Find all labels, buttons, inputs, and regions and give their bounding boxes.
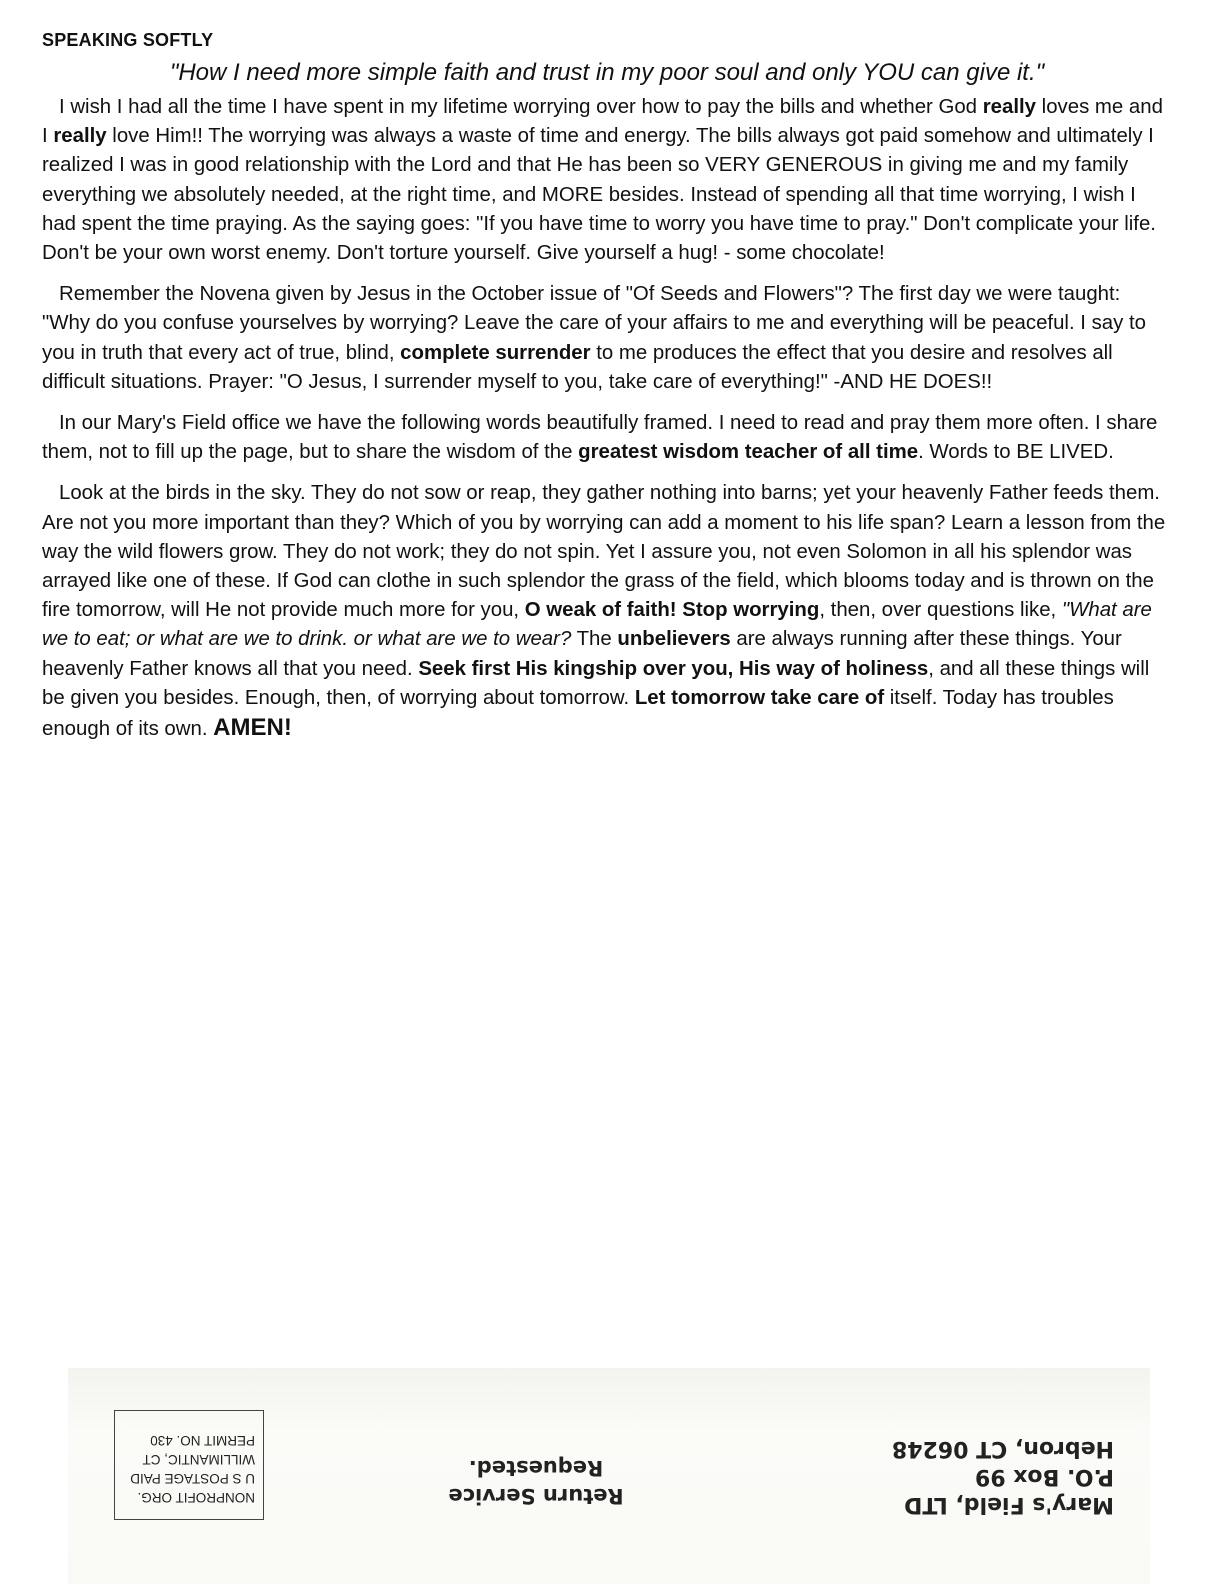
bold-text: Seek first His kingship over you, His way of holiness bbox=[418, 657, 929, 680]
pull-quote: "How I need more simple faith and trust in my poor soul and only YOU can give it." bbox=[169, 59, 1045, 86]
italic-text: "What are we to eat; or what are we to drink. or what are we to wear? bbox=[42, 599, 1152, 651]
paragraph bbox=[42, 280, 1172, 397]
permit-line: NONPROFIT ORG. bbox=[137, 1490, 255, 1505]
bold-text: really bbox=[982, 96, 1036, 118]
bold-text: complete surrender bbox=[400, 341, 591, 364]
body-text: In our Mary's Field office we have the following words beautifully framed. I need to read and pray them more often. I share them, not to fill up the page, but to share the wisdom of the bbox=[42, 412, 1158, 464]
return-line: Return Service bbox=[448, 1484, 624, 1508]
body-text: love Him!! The worrying was always a waste of time and energy. The bills always got paid somehow and ultimately I realized I was in good relationship with the Lord and that He has been so VERY GENEROUS in giving me and my family everything we absolutely needed, at the right time, and MORE besides. Instead of spending all that time worrying, I wish I had spent the time praying. As the saying goes: "If you have time to worry you have time to pray." Don't complicate your life. Don't be your own worst enemy. Don't torture yourself. Give yourself a hug! - some chocolate! bbox=[42, 125, 1156, 265]
bold-text: O weak of faith! Stop worrying bbox=[524, 599, 820, 622]
body-text: , then, over questions like, bbox=[819, 599, 1062, 622]
postage-permit-box bbox=[114, 1410, 264, 1520]
body-text: . Words to BE LIVED. bbox=[918, 441, 1114, 464]
bold-text: unbelievers bbox=[617, 628, 731, 651]
bold-text: Let tomorrow take care of bbox=[634, 686, 885, 709]
article bbox=[42, 30, 1172, 756]
bold-text: really bbox=[53, 125, 107, 148]
mailing-panel bbox=[68, 1368, 1150, 1584]
paragraph bbox=[42, 409, 1172, 467]
bold-text: greatest wisdom teacher of all time bbox=[578, 441, 919, 464]
address-line: Hebron, CT 06248 bbox=[891, 1436, 1114, 1461]
body-text: Remember the Novena given by Jesus in the October issue of "Of Seeds and Flowers"? The first day we were taught: "Why do you confuse yourselves by worrying? Leave the care of your affairs to me and everything will be peaceful. I say to you in truth that every act of true, blind, bbox=[42, 283, 1147, 364]
body-text: loves me and I bbox=[42, 96, 1163, 148]
body-text: Look at the birds in the sky. They do not sow or reap, they gather nothing into barns; yet your heavenly Father feeds them. Are not you more important than they? Which of you by worrying can add a moment to his life span? Learn a lesson from the way the wild flowers grow. They do not work; they do not spin. Yet I assure you, not even Solomon in all his splendor was arrayed like one of these. If God can clothe in such splendor the grass of the field, which blooms today and is thrown on the fire tomorrow, will He not provide much more for you, bbox=[42, 482, 1166, 622]
return-line: Requested. bbox=[468, 1456, 604, 1480]
body-text: to me produces the effect that you desire and resolves all difficult situations. Prayer: "O Jesus, I surrender myself to you, take care of everything!" -AND HE DOES!! bbox=[42, 341, 1113, 393]
return-service-notice bbox=[436, 1454, 636, 1510]
address-line: P.O. Box 99 bbox=[974, 1464, 1114, 1489]
paragraph bbox=[42, 479, 1172, 744]
address-line: Mary's Field, LTD bbox=[904, 1492, 1114, 1517]
return-address bbox=[874, 1434, 1114, 1518]
body-text: I wish I had all the time I have spent in my lifetime worrying over how to pay the bills and whether God bbox=[59, 96, 983, 118]
permit-line: WILLIMANTIC, CT bbox=[142, 1452, 255, 1467]
body-text: The bbox=[571, 628, 618, 651]
body-text: itself. Today has troubles enough of its own. bbox=[42, 686, 1114, 741]
body-text: , and all these things will be given you besides. Enough, then, of worrying about tomorrow. bbox=[42, 657, 1150, 709]
article-body bbox=[42, 93, 1172, 744]
article-heading: SPEAKING SOFTLY bbox=[42, 30, 214, 50]
paragraph bbox=[42, 93, 1172, 268]
permit-line: PERMIT NO. 430 bbox=[150, 1433, 255, 1448]
body-text: are always running after these things. Your heavenly Father knows all that you need. bbox=[42, 628, 1122, 680]
amen-text: AMEN! bbox=[213, 714, 292, 742]
permit-line: U S POSTAGE PAID bbox=[130, 1471, 255, 1486]
